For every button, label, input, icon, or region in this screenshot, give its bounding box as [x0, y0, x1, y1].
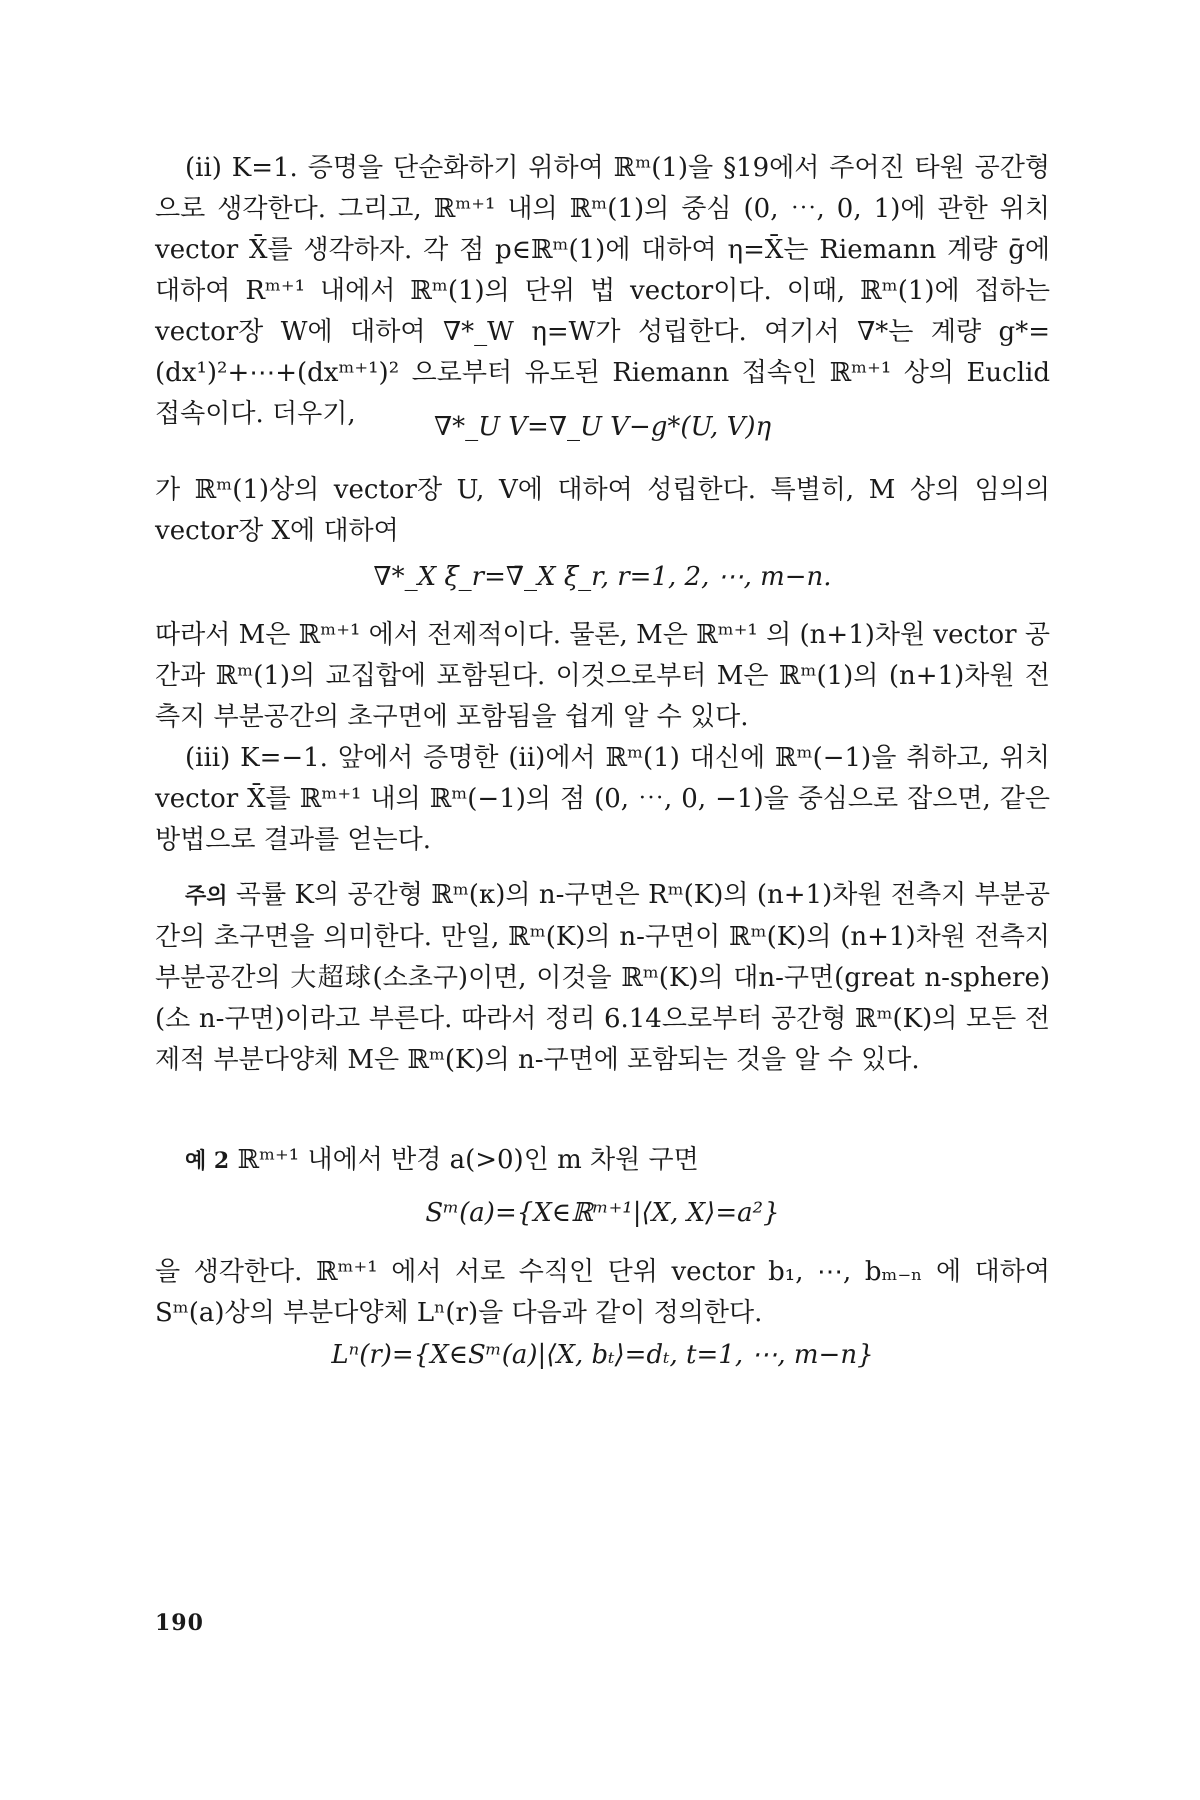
example-text: ℝᵐ⁺¹ 내에서 반경 a(>0)인 m 차원 구면: [237, 1145, 699, 1175]
note-text: 곡률 K의 공간형 ℝᵐ(κ)의 n-구면은 Rᵐ(K)의 (n+1)차원 전측지 부분공간의 초구면을 의미한다. 만일, ℝᵐ(K)의 n-구면이 ℝᵐ(K)의 (n+1)차원 전측지 부분공간의 大超球(소초구)이면, 이것을 ℝᵐ(K)의 대n-구면(great n-sphere)(소 n-구면)이라고 부른다. 따라서 정리 6.14으로부터 공간형 ℝᵐ(K)의 모든 전제적 부분다양체 M은 ℝᵐ(K)의 n-구면에 포함되는 것을 알 수 있다.: [155, 880, 1050, 1075]
paragraph-block: [155, 615, 1050, 861]
paragraph-block: [155, 1252, 1050, 1334]
note-label: 주의: [185, 883, 228, 909]
paragraph-block: [155, 470, 1050, 552]
equation-euclid-connection: ∇*_U V=∇_U V−g*(U, V)η: [433, 412, 772, 442]
equation-sphere: Sᵐ(a)={X∈ℝᵐ⁺¹|⟨X, X⟩=a²}: [425, 1198, 780, 1228]
example-heading: [155, 1140, 1050, 1182]
paragraph: [155, 1140, 1050, 1182]
paragraph: 가 ℝᵐ(1)상의 vector장 U, V에 대하여 성립한다. 특별히, M 상의 임의의 vector장 X에 대하여: [155, 475, 1050, 546]
equation-submanifold: Lⁿ(r)={X∈Sᵐ(a)|⟨X, bₜ⟩=dₜ, t=1, ⋯, m−n}: [331, 1340, 874, 1370]
proof-case-ii: [155, 148, 1050, 435]
paragraph: 따라서 M은 ℝᵐ⁺¹ 에서 전제적이다. 물론, M은 ℝᵐ⁺¹ 의 (n+1)차원 vector 공간과 ℝᵐ(1)의 교집합에 포함된다. 이것으로부터 M은 ℝᵐ(1)의 (n+1)차원 전측지 부분공간의 초구면에 포함됨을 쉽게 알 수 있다.: [155, 620, 1050, 732]
example-label: 예 2: [185, 1148, 230, 1174]
proof-case-iii: (iii) K=−1. 앞에서 증명한 (ii)에서 ℝᵐ(1) 대신에 ℝᵐ(−1)을 취하고, 위치 vector X̄를 ℝᵐ⁺¹ 내의 ℝᵐ(−1)의 점 (0, ⋯, 0, −1)을 중심으로 잡으면, 같은 방법으로 결과를 얻는다.: [155, 743, 1050, 855]
paragraph: [155, 875, 1050, 1081]
paragraph: (ii) K=1. 증명을 단순화하기 위하여 ℝᵐ(1)을 §19에서 주어진 타원 공간형으로 생각한다. 그리고, ℝᵐ⁺¹ 내의 ℝᵐ(1)의 중심 (0, ⋯, 0, 1)에 관한 위치 vector X̄를 생각하자. 각 점 p∈ℝᵐ(1)에 대하여 η=X̄는 Riemann 계량 ḡ에 대하여 Rᵐ⁺¹ 내에서 ℝᵐ(1)의 단위 법 vector이다. 이때, ℝᵐ(1)에 접하는 vector장 W에 대하여 ∇*_W η=W가 성립한다. 여기서 ∇*는 계량 g*=(dx¹)²+⋯+(dxᵐ⁺¹)² 으로부터 유도된 Riemann 접속인 ℝᵐ⁺¹ 상의 Euclid 접속이다. 더우기,: [155, 153, 1050, 429]
paragraph: 을 생각한다. ℝᵐ⁺¹ 에서 서로 수직인 단위 vector b₁, ⋯, bₘ₋ₙ 에 대하여 Sᵐ(a)상의 부분다양체 Lⁿ(r)을 다음과 같이 정의한다.: [155, 1257, 1050, 1328]
note-paragraph: [155, 875, 1050, 1081]
page-number: 190: [155, 1610, 204, 1636]
equation-normal-connection: ∇*_X ξ_r=∇̄_X ξ_r, r=1, 2, ⋯, m−n.: [373, 562, 832, 592]
